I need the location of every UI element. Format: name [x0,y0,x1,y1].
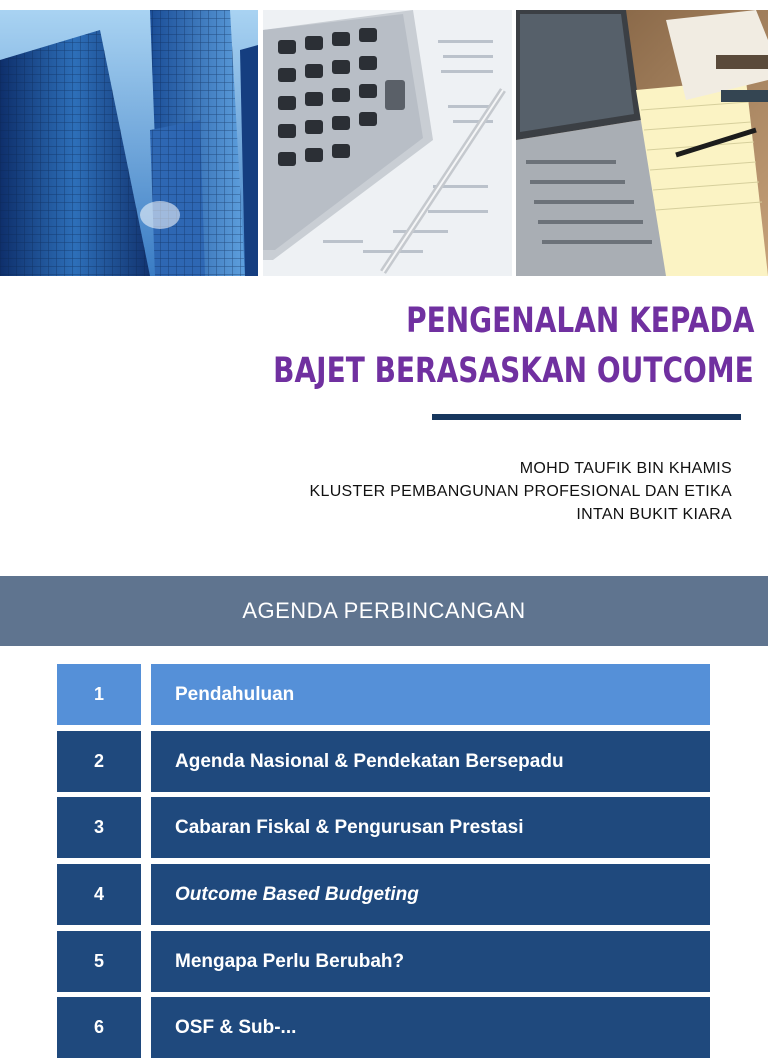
agenda-item-label: Agenda Nasional & Pendekatan Bersepadu [151,731,710,792]
agenda-item-1[interactable] [57,664,710,725]
title-line-2: BAJET BERASASKAN OUTCOME [273,351,754,391]
title-underline-rule [432,414,741,420]
agenda-item-label: Pendahuluan [151,664,710,725]
agenda-item-number: 3 [57,797,141,858]
author-place: INTAN BUKIT KIARA [576,506,732,523]
office-buildings-photo [0,10,258,276]
author-name: MOHD TAUFIK BIN KHAMIS [519,460,732,477]
agenda-item-number: 1 [57,664,141,725]
laptop-notebook-books-photo [516,10,768,276]
author-unit: KLUSTER PEMBANGUNAN PROFESIONAL DAN ETIKA [309,483,732,500]
agenda-item-3[interactable] [57,797,710,858]
agenda-item-5[interactable] [57,931,710,992]
agenda-item-4[interactable] [57,864,710,925]
agenda-item-number: 6 [57,997,141,1058]
agenda-item-number: 5 [57,931,141,992]
agenda-item-number: 4 [57,864,141,925]
agenda-heading: AGENDA PERBINCANGAN [0,576,768,646]
agenda-item-label: OSF & Sub-... [151,997,710,1058]
agenda-item-label: Cabaran Fiskal & Pengurusan Prestasi [151,797,710,858]
agenda-item-number: 2 [57,731,141,792]
agenda-item-label: Outcome Based Budgeting [151,864,710,925]
title-line-1: PENGENALAN KEPADA [405,301,754,341]
calculator-and-pen-photo [263,10,512,276]
agenda-item-2[interactable] [57,731,710,792]
agenda-item-label: Mengapa Perlu Berubah? [151,931,710,992]
agenda-item-6[interactable] [57,997,710,1058]
